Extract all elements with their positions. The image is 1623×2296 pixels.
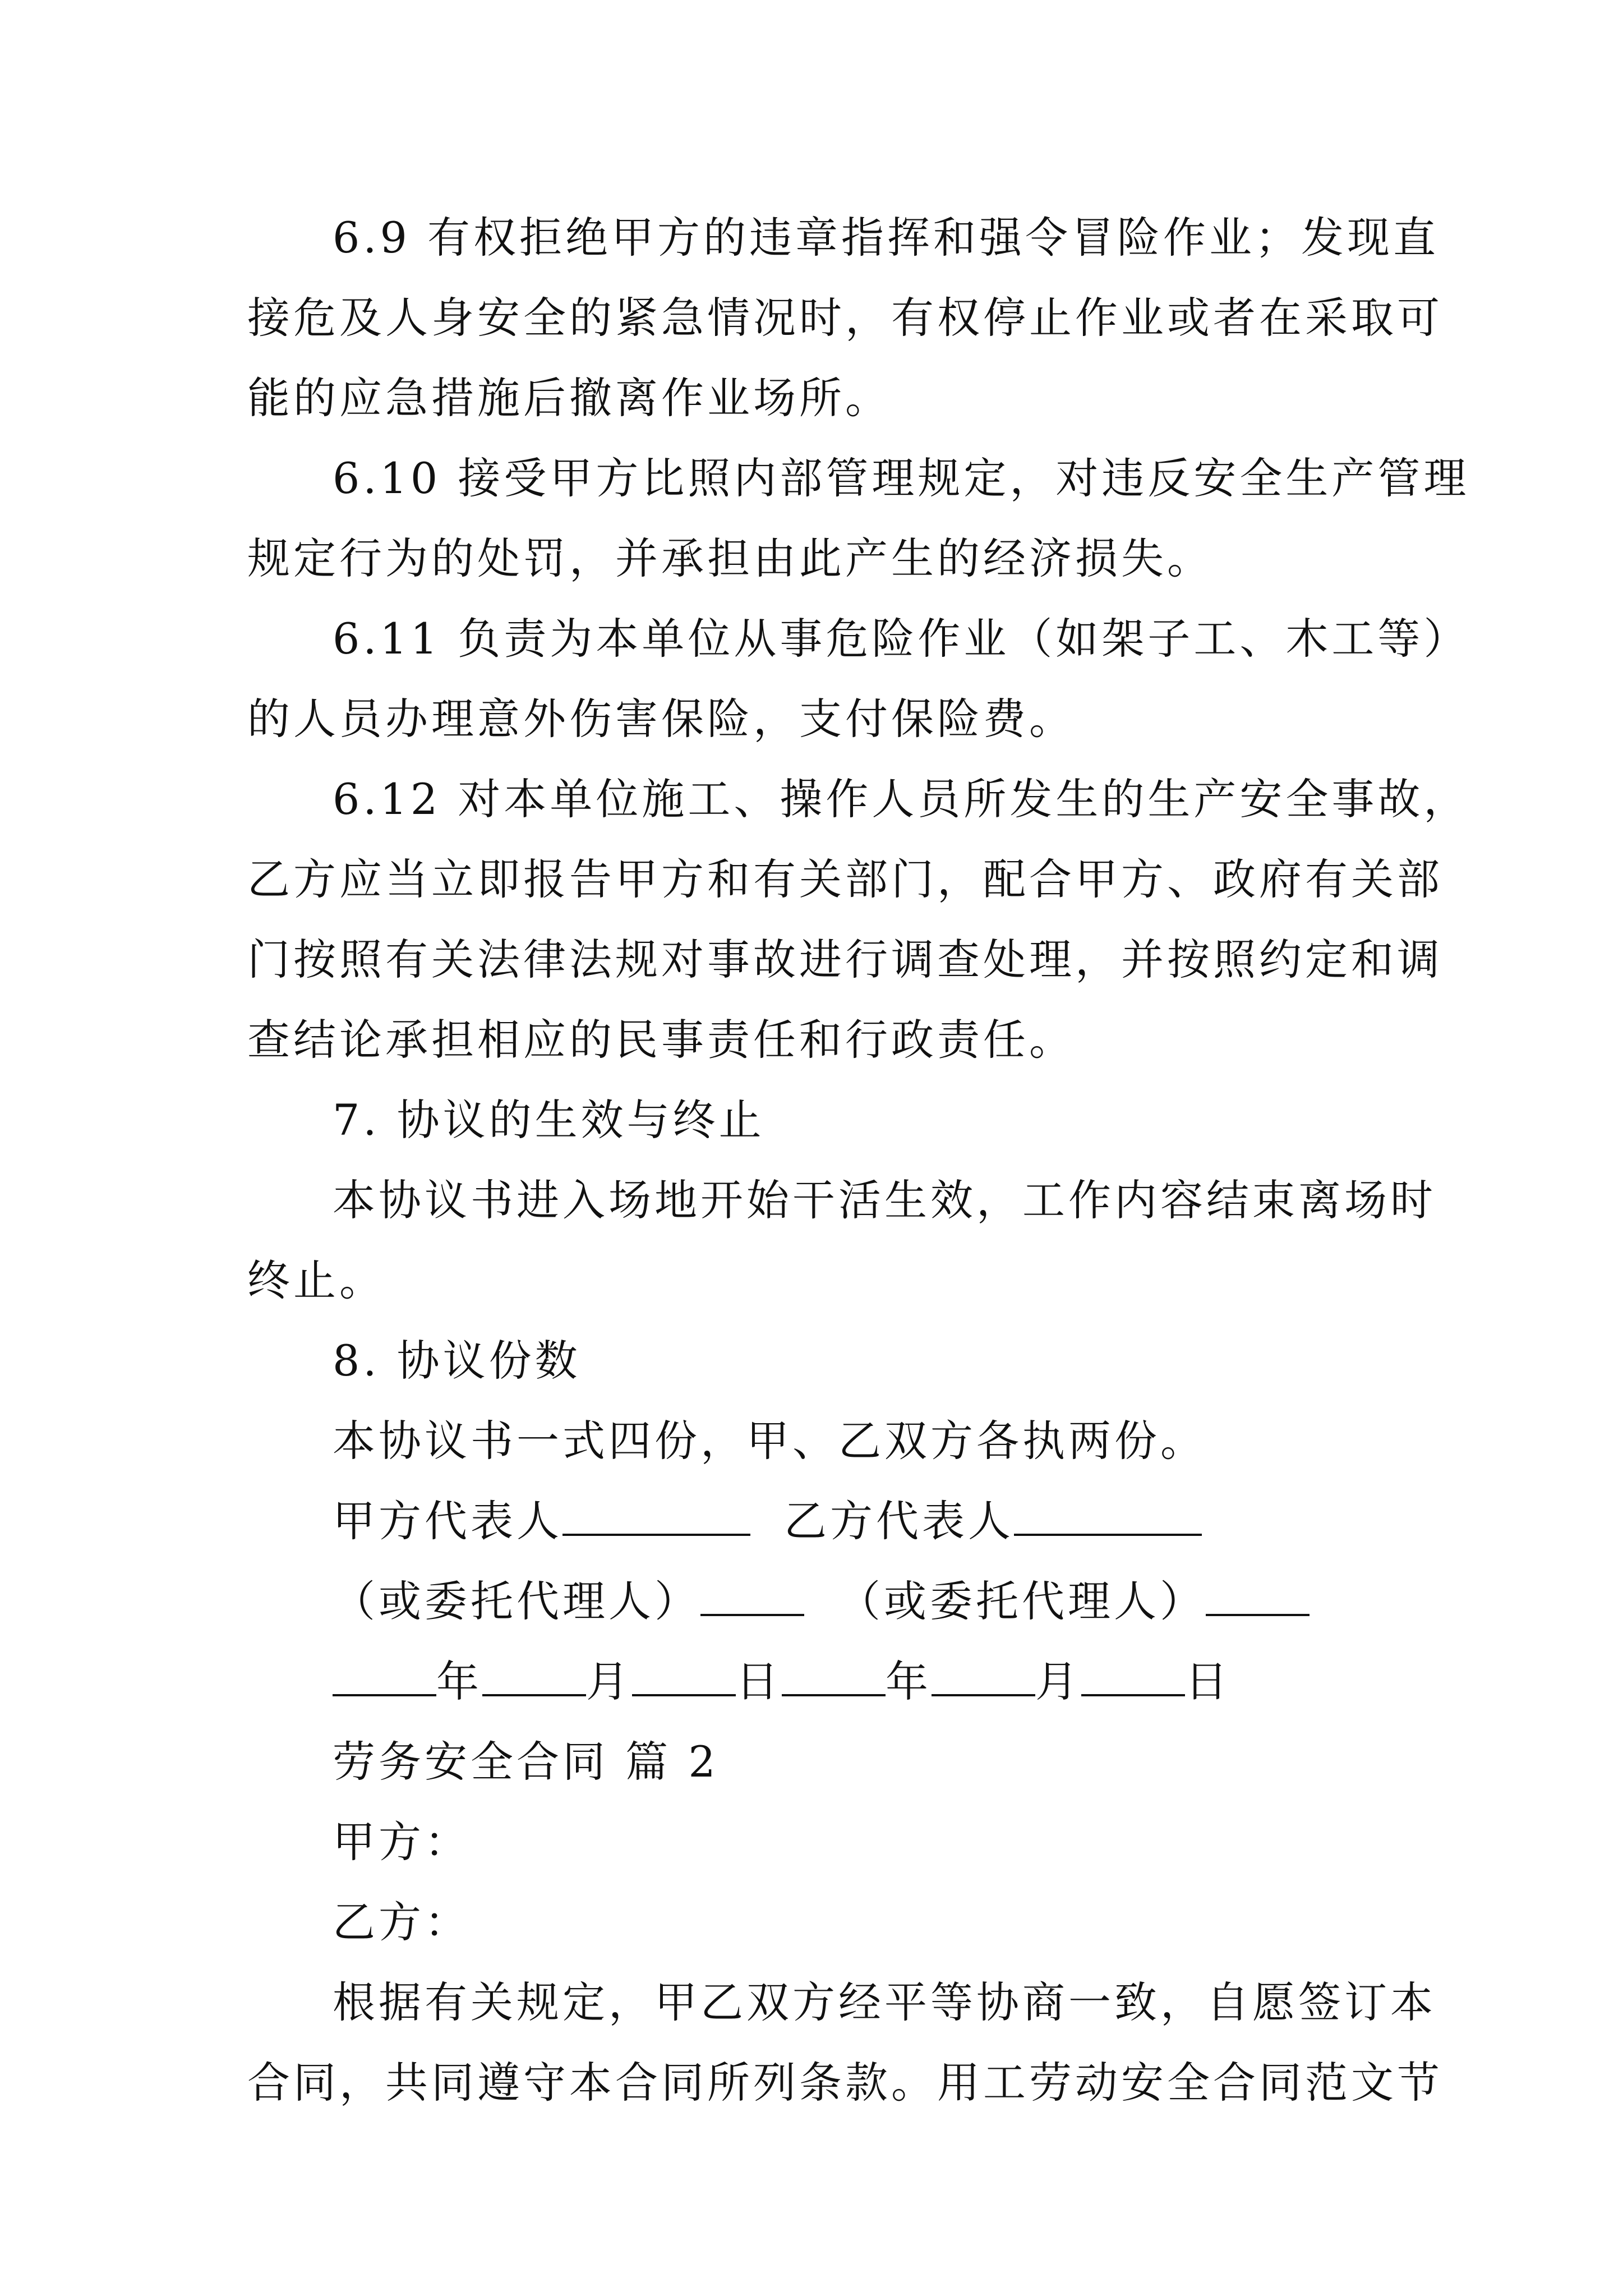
date-a-month-label: 月 [586, 1657, 632, 1706]
date-b-year-label: 年 [886, 1657, 932, 1706]
paragraph-line: 本协议书一式四份，甲、乙双方各执两份。 [333, 1416, 1206, 1466]
agent-b-label: （或委托代理人） [838, 1576, 1206, 1626]
party-a-label: 甲方： [333, 1817, 471, 1867]
paragraph-line: 6.11 负责为本单位从事危险作业（如架子工、木工等） [333, 614, 1470, 664]
date-a-year-label: 年 [436, 1657, 482, 1706]
party-b-rep-blank [1014, 1494, 1202, 1536]
paragraph-line: 能的应急措施后撤离作业场所。 [247, 373, 891, 423]
signature-agent-line [247, 1561, 1386, 1641]
agent-a-blank [700, 1575, 804, 1616]
paragraph-line: 根据有关规定，甲乙双方经平等协商一致，自愿签订本 [333, 1977, 1436, 2027]
date-a-day-label: 日 [736, 1657, 782, 1706]
paragraph-line: 6.12 对本单位施工、操作人员所发生的生产安全事故， [333, 774, 1470, 824]
party-b-label: 乙方： [333, 1897, 471, 1947]
date-b-month-blank [932, 1655, 1035, 1696]
signature-rep-line [247, 1481, 1386, 1561]
paragraph-line: 门按照有关法律法规对事故进行调查处理，并按照约定和调 [247, 935, 1443, 984]
paragraph-line: 6.10 接受甲方比照内部管理规定，对违反安全生产管理 [333, 453, 1470, 503]
agent-b-blank [1206, 1575, 1310, 1616]
paragraph-line: 查结论承担相应的民事责任和行政责任。 [247, 1015, 1075, 1065]
section-heading: 8. 协议份数 [333, 1336, 581, 1386]
party-a-rep-label: 甲方代表人 [333, 1496, 562, 1546]
signature-date-line [247, 1641, 1386, 1722]
date-b-day-blank [1081, 1655, 1185, 1696]
paragraph-line: 的人员办理意外伤害保险，支付保险费。 [247, 694, 1075, 744]
section-heading: 7. 协议的生效与终止 [333, 1095, 765, 1145]
paragraph-line: 接危及人身安全的紧急情况时，有权停止作业或者在采取可 [247, 293, 1443, 343]
paragraph-line: 规定行为的处罚，并承担由此产生的经济损失。 [247, 533, 1213, 583]
paragraph-line: 终止。 [247, 1255, 385, 1305]
agent-a-label: （或委托代理人） [333, 1576, 700, 1626]
party-b-rep-label: 乙方代表人 [784, 1496, 1014, 1546]
date-b-day-label: 日 [1185, 1657, 1231, 1706]
date-a-year-blank [333, 1655, 436, 1696]
paragraph-line: 本协议书进入场地开始干活生效，工作内容结束离场时 [333, 1175, 1436, 1225]
document-heading: 劳务安全合同 篇 2 [333, 1737, 719, 1787]
party-a-rep-blank [562, 1494, 750, 1536]
paragraph-line: 合同，共同遵守本合同所列条款。用工劳动安全合同范文节 [247, 2058, 1443, 2108]
paragraph-line: 6.9 有权拒绝甲方的违章指挥和强令冒险作业；发现直 [333, 213, 1440, 263]
document-body [247, 197, 1470, 2123]
date-b-year-blank [782, 1655, 886, 1696]
date-a-day-blank [632, 1655, 736, 1696]
date-a-month-blank [482, 1655, 586, 1696]
date-b-month-label: 月 [1035, 1657, 1081, 1706]
paragraph-line: 乙方应当立即报告甲方和有关部门，配合甲方、政府有关部 [247, 854, 1443, 904]
